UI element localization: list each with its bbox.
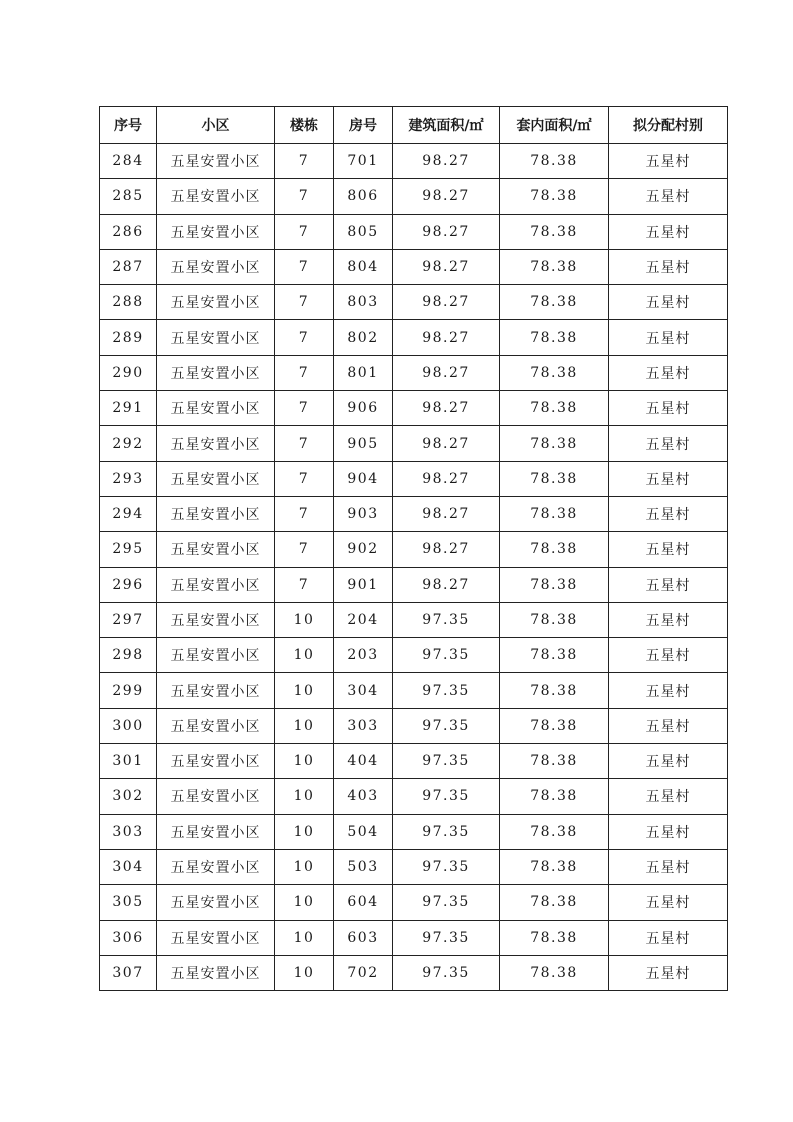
table-row — [100, 285, 728, 320]
cell-room-number: 304 — [334, 673, 393, 708]
cell-assigned-village: 五星村 — [609, 602, 728, 637]
cell-building: 10 — [275, 885, 334, 920]
cell-interior-area: 78.38 — [500, 779, 609, 814]
cell-serial-number: 295 — [100, 532, 157, 567]
cell-building-area: 98.27 — [393, 214, 500, 249]
cell-community: 五星安置小区 — [157, 885, 275, 920]
cell-community: 五星安置小区 — [157, 426, 275, 461]
cell-building-area: 97.35 — [393, 708, 500, 743]
cell-serial-number: 298 — [100, 638, 157, 673]
cell-room-number: 901 — [334, 567, 393, 602]
cell-room-number: 404 — [334, 744, 393, 779]
cell-interior-area: 78.38 — [500, 920, 609, 955]
cell-assigned-village: 五星村 — [609, 496, 728, 531]
cell-community: 五星安置小区 — [157, 496, 275, 531]
cell-assigned-village: 五星村 — [609, 532, 728, 567]
cell-room-number: 701 — [334, 144, 393, 179]
cell-building-area: 98.27 — [393, 426, 500, 461]
table-row — [100, 249, 728, 284]
cell-building-area: 98.27 — [393, 355, 500, 390]
cell-room-number: 802 — [334, 320, 393, 355]
cell-assigned-village: 五星村 — [609, 849, 728, 884]
housing-allocation-table — [99, 106, 728, 991]
cell-assigned-village: 五星村 — [609, 461, 728, 496]
cell-room-number: 504 — [334, 814, 393, 849]
cell-serial-number: 291 — [100, 391, 157, 426]
cell-building-area: 97.35 — [393, 602, 500, 637]
cell-building: 10 — [275, 814, 334, 849]
cell-room-number: 303 — [334, 708, 393, 743]
header-assigned-village: 拟分配村别 — [609, 107, 728, 144]
header-row — [100, 107, 728, 144]
cell-building-area: 97.35 — [393, 673, 500, 708]
cell-assigned-village: 五星村 — [609, 638, 728, 673]
table-row — [100, 849, 728, 884]
cell-assigned-village: 五星村 — [609, 673, 728, 708]
cell-interior-area: 78.38 — [500, 814, 609, 849]
table-row — [100, 214, 728, 249]
table-row — [100, 320, 728, 355]
cell-assigned-village: 五星村 — [609, 320, 728, 355]
cell-building-area: 97.35 — [393, 885, 500, 920]
cell-building: 7 — [275, 285, 334, 320]
cell-building: 10 — [275, 849, 334, 884]
cell-community: 五星安置小区 — [157, 673, 275, 708]
cell-community: 五星安置小区 — [157, 214, 275, 249]
cell-building-area: 98.27 — [393, 144, 500, 179]
cell-serial-number: 302 — [100, 779, 157, 814]
cell-room-number: 204 — [334, 602, 393, 637]
cell-serial-number: 288 — [100, 285, 157, 320]
cell-building: 10 — [275, 673, 334, 708]
cell-assigned-village: 五星村 — [609, 814, 728, 849]
cell-community: 五星安置小区 — [157, 708, 275, 743]
cell-serial-number: 300 — [100, 708, 157, 743]
cell-room-number: 403 — [334, 779, 393, 814]
cell-assigned-village: 五星村 — [609, 885, 728, 920]
cell-interior-area: 78.38 — [500, 744, 609, 779]
cell-community: 五星安置小区 — [157, 355, 275, 390]
cell-room-number: 702 — [334, 955, 393, 990]
cell-interior-area: 78.38 — [500, 179, 609, 214]
cell-building-area: 97.35 — [393, 849, 500, 884]
cell-serial-number: 307 — [100, 955, 157, 990]
cell-building: 7 — [275, 179, 334, 214]
cell-serial-number: 296 — [100, 567, 157, 602]
cell-interior-area: 78.38 — [500, 567, 609, 602]
table-row — [100, 885, 728, 920]
cell-building: 7 — [275, 249, 334, 284]
cell-building-area: 98.27 — [393, 320, 500, 355]
table-row — [100, 355, 728, 390]
cell-building-area: 98.27 — [393, 567, 500, 602]
cell-serial-number: 285 — [100, 179, 157, 214]
cell-room-number: 801 — [334, 355, 393, 390]
cell-building-area: 98.27 — [393, 179, 500, 214]
cell-community: 五星安置小区 — [157, 320, 275, 355]
cell-community: 五星安置小区 — [157, 249, 275, 284]
cell-interior-area: 78.38 — [500, 144, 609, 179]
cell-building: 7 — [275, 144, 334, 179]
cell-building: 10 — [275, 779, 334, 814]
cell-serial-number: 303 — [100, 814, 157, 849]
cell-community: 五星安置小区 — [157, 285, 275, 320]
cell-assigned-village: 五星村 — [609, 285, 728, 320]
cell-community: 五星安置小区 — [157, 849, 275, 884]
cell-serial-number: 286 — [100, 214, 157, 249]
cell-room-number: 904 — [334, 461, 393, 496]
cell-assigned-village: 五星村 — [609, 567, 728, 602]
cell-building-area: 98.27 — [393, 532, 500, 567]
header-building-area: 建筑面积/㎡ — [393, 107, 500, 144]
cell-interior-area: 78.38 — [500, 391, 609, 426]
cell-building: 10 — [275, 708, 334, 743]
cell-building-area: 98.27 — [393, 285, 500, 320]
table-row — [100, 779, 728, 814]
cell-assigned-village: 五星村 — [609, 144, 728, 179]
cell-serial-number: 293 — [100, 461, 157, 496]
cell-building: 7 — [275, 426, 334, 461]
cell-community: 五星安置小区 — [157, 144, 275, 179]
cell-building-area: 98.27 — [393, 391, 500, 426]
cell-serial-number: 306 — [100, 920, 157, 955]
cell-room-number: 604 — [334, 885, 393, 920]
cell-building: 7 — [275, 320, 334, 355]
cell-building: 7 — [275, 496, 334, 531]
cell-building: 7 — [275, 532, 334, 567]
table-row — [100, 638, 728, 673]
cell-community: 五星安置小区 — [157, 920, 275, 955]
cell-interior-area: 78.38 — [500, 285, 609, 320]
cell-building-area: 98.27 — [393, 461, 500, 496]
cell-interior-area: 78.38 — [500, 638, 609, 673]
cell-building: 7 — [275, 567, 334, 602]
table-body — [100, 144, 728, 991]
cell-serial-number: 304 — [100, 849, 157, 884]
cell-community: 五星安置小区 — [157, 179, 275, 214]
cell-assigned-village: 五星村 — [609, 920, 728, 955]
cell-community: 五星安置小区 — [157, 602, 275, 637]
table-row — [100, 920, 728, 955]
cell-serial-number: 290 — [100, 355, 157, 390]
header-serial-number: 序号 — [100, 107, 157, 144]
cell-building: 10 — [275, 955, 334, 990]
cell-community: 五星安置小区 — [157, 461, 275, 496]
table-row — [100, 744, 728, 779]
cell-assigned-village: 五星村 — [609, 179, 728, 214]
table-row — [100, 602, 728, 637]
cell-room-number: 503 — [334, 849, 393, 884]
cell-building-area: 98.27 — [393, 496, 500, 531]
cell-assigned-village: 五星村 — [609, 708, 728, 743]
cell-room-number: 902 — [334, 532, 393, 567]
cell-building-area: 97.35 — [393, 779, 500, 814]
cell-assigned-village: 五星村 — [609, 955, 728, 990]
cell-room-number: 803 — [334, 285, 393, 320]
table-row — [100, 567, 728, 602]
cell-community: 五星安置小区 — [157, 955, 275, 990]
cell-interior-area: 78.38 — [500, 673, 609, 708]
cell-community: 五星安置小区 — [157, 779, 275, 814]
table-row — [100, 532, 728, 567]
cell-building-area: 97.35 — [393, 744, 500, 779]
cell-room-number: 804 — [334, 249, 393, 284]
table-row — [100, 426, 728, 461]
cell-serial-number: 287 — [100, 249, 157, 284]
cell-serial-number: 292 — [100, 426, 157, 461]
cell-room-number: 805 — [334, 214, 393, 249]
cell-interior-area: 78.38 — [500, 885, 609, 920]
cell-assigned-village: 五星村 — [609, 426, 728, 461]
cell-community: 五星安置小区 — [157, 532, 275, 567]
cell-building: 10 — [275, 744, 334, 779]
cell-room-number: 905 — [334, 426, 393, 461]
cell-interior-area: 78.38 — [500, 426, 609, 461]
cell-building: 10 — [275, 638, 334, 673]
cell-assigned-village: 五星村 — [609, 249, 728, 284]
header-community: 小区 — [157, 107, 275, 144]
table-row — [100, 708, 728, 743]
table-header — [100, 107, 728, 144]
cell-room-number: 203 — [334, 638, 393, 673]
cell-interior-area: 78.38 — [500, 249, 609, 284]
cell-assigned-village: 五星村 — [609, 214, 728, 249]
table-row — [100, 673, 728, 708]
cell-serial-number: 299 — [100, 673, 157, 708]
cell-serial-number: 301 — [100, 744, 157, 779]
cell-serial-number: 284 — [100, 144, 157, 179]
cell-building-area: 98.27 — [393, 249, 500, 284]
table-row — [100, 461, 728, 496]
cell-building-area: 97.35 — [393, 638, 500, 673]
cell-assigned-village: 五星村 — [609, 391, 728, 426]
cell-building: 7 — [275, 355, 334, 390]
table-row — [100, 955, 728, 990]
cell-interior-area: 78.38 — [500, 849, 609, 884]
cell-assigned-village: 五星村 — [609, 355, 728, 390]
cell-community: 五星安置小区 — [157, 638, 275, 673]
cell-serial-number: 289 — [100, 320, 157, 355]
cell-community: 五星安置小区 — [157, 391, 275, 426]
cell-room-number: 806 — [334, 179, 393, 214]
cell-interior-area: 78.38 — [500, 214, 609, 249]
table-row — [100, 179, 728, 214]
table-row — [100, 391, 728, 426]
cell-serial-number: 305 — [100, 885, 157, 920]
cell-building: 10 — [275, 920, 334, 955]
cell-interior-area: 78.38 — [500, 496, 609, 531]
cell-building-area: 97.35 — [393, 955, 500, 990]
cell-interior-area: 78.38 — [500, 461, 609, 496]
cell-interior-area: 78.38 — [500, 955, 609, 990]
cell-community: 五星安置小区 — [157, 814, 275, 849]
cell-community: 五星安置小区 — [157, 744, 275, 779]
cell-room-number: 603 — [334, 920, 393, 955]
header-building: 楼栋 — [275, 107, 334, 144]
table-row — [100, 814, 728, 849]
header-interior-area: 套内面积/㎡ — [500, 107, 609, 144]
cell-building: 7 — [275, 391, 334, 426]
cell-interior-area: 78.38 — [500, 355, 609, 390]
table-row — [100, 496, 728, 531]
cell-assigned-village: 五星村 — [609, 744, 728, 779]
cell-serial-number: 294 — [100, 496, 157, 531]
cell-building-area: 97.35 — [393, 814, 500, 849]
cell-community: 五星安置小区 — [157, 567, 275, 602]
cell-building: 7 — [275, 461, 334, 496]
cell-building: 7 — [275, 214, 334, 249]
cell-building: 10 — [275, 602, 334, 637]
header-room-number: 房号 — [334, 107, 393, 144]
cell-interior-area: 78.38 — [500, 320, 609, 355]
cell-interior-area: 78.38 — [500, 602, 609, 637]
cell-serial-number: 297 — [100, 602, 157, 637]
table-row — [100, 144, 728, 179]
cell-interior-area: 78.38 — [500, 708, 609, 743]
cell-room-number: 903 — [334, 496, 393, 531]
cell-assigned-village: 五星村 — [609, 779, 728, 814]
cell-interior-area: 78.38 — [500, 532, 609, 567]
cell-building-area: 97.35 — [393, 920, 500, 955]
cell-room-number: 906 — [334, 391, 393, 426]
